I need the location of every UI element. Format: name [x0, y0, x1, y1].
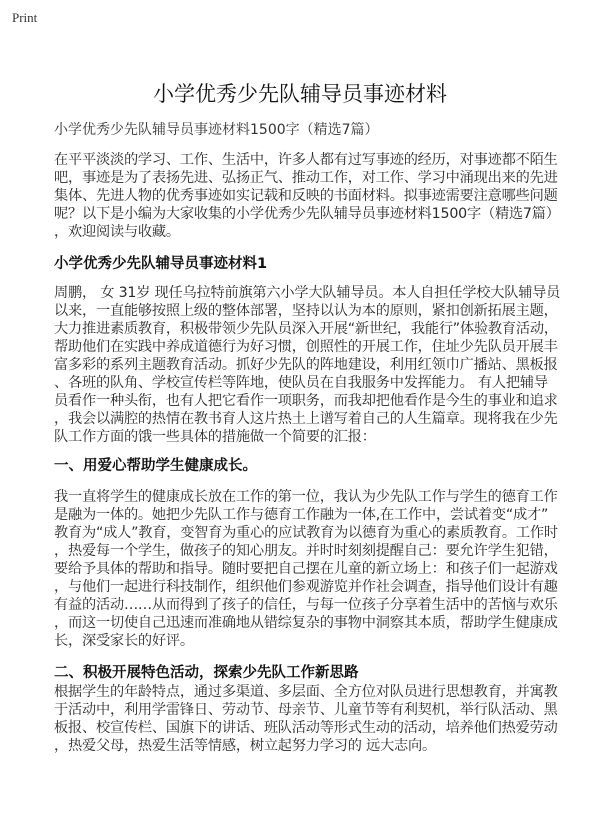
text-line: 我一直将学生的健康成长放在工作的第一位，我认为少先队工作与学生的德育工作	[54, 489, 558, 505]
text-line: 板报、校宣传栏、国旗下的讲话、班队活动等形式生动的活动，培养他们热爱劳动	[54, 720, 558, 736]
paragraph-1	[54, 284, 574, 446]
text-line: 、各班的队角、学校宣传栏等阵地，使队员在自我服务中发挥能力。 有人把辅导	[54, 375, 548, 391]
text-line: ，热爱每一个学生，做孩子的知心朋友。并时时刻刻提醒自己：要允许学生犯错，	[54, 543, 558, 559]
text-line: 集体、先进人物的优秀事迹如实记载和反映的书面材料。拟事迹需要注意哪些问题	[54, 188, 558, 204]
text-line: 周鹏， 女 31岁 现任乌拉特前旗第六小学大队辅导员。本人自担任学校大队辅导员	[54, 285, 561, 301]
text-line: 吧，事迹是为了表扬先进、弘扬正气、推动工作，对工作、学习中涌现出来的先进	[54, 170, 558, 186]
text-line: 根据学生的年龄特点，通过多渠道、多层面、全方位对队员进行思想教育，并寓教	[54, 684, 558, 700]
intro-paragraph	[54, 151, 574, 241]
text-line: ，欢迎阅读与收藏。	[54, 224, 180, 240]
text-line: ，我会以满腔的热情在教书育人这片热土上谱写着自己的人生篇章。现将我在少先	[54, 411, 558, 427]
text-line: 队工作方面的饿一些具体的措施做一个简要的汇报：	[54, 429, 376, 445]
print-link[interactable]: Print	[12, 10, 38, 25]
document-title: 小学优秀少先队辅导员事迹材料	[153, 82, 447, 106]
text-line: ，而这一切使自己迅速而准确地从错综复杂的事物中洞察其本质，帮助学生健康成	[54, 615, 558, 631]
text-line: 有益的活动……从而得到了孩子的信任，与每一位孩子分享着生活中的苦恼与欢乐	[54, 597, 558, 613]
text-line: ，与他们一起进行科技制作，组织他们参观游览并作社会调查，指导他们设计有趣	[54, 579, 558, 595]
text-line: 帮助他们在实践中养成道德行为好习惯，创照性的开展工作，住址少先队员开展丰	[54, 339, 558, 355]
document-subtitle: 小学优秀少先队辅导员事迹材料1500字（精选7篇）	[54, 122, 379, 138]
text-line: 呢？以下是小编为大家收集的小学优秀少先队辅导员事迹材料1500字（精选7篇）	[54, 206, 560, 222]
paragraph-3	[54, 683, 574, 755]
text-line: 员看作一种头衔，也有人把它看作一项职务，而我却把他看作是今生的事业和追求	[54, 393, 558, 409]
text-line: 于活动中，利用学雷锋日、劳动节、母亲节、儿童节等有利契机，举行队活动、黑	[54, 702, 558, 718]
heading-1: 一、用爱心帮助学生健康成长。	[54, 458, 257, 474]
text-line: 富多彩的系列主题教育活动。抓好少先队的阵地建设，利用红领巾广播站、黑板报	[54, 357, 558, 373]
text-line: 要给予具体的帮助和指导。随时要把自己摆在儿童的新立场上：和孩子们一起游戏	[54, 561, 558, 577]
text-line: 教育为“成人”教育，变智育为重心的应试教育为以德育为重心的素质教育。工作时	[54, 525, 558, 541]
heading-2: 二、积极开展特色活动，探索少先队工作新思路	[54, 665, 359, 681]
text-line: 以来，一直能够按照上级的整体部署，坚持以认为本的原则，紧扣创新拓展主题，	[54, 303, 558, 319]
paragraph-2	[54, 488, 574, 650]
text-line: 在平平淡淡的学习、工作、生活中，许多人都有过写事迹的经历，对事迹都不陌生	[54, 152, 558, 168]
text-line: 是融为一体的。她把少先队工作与德育工作融为一体,在工作中，尝试着变“成才”	[54, 507, 549, 523]
text-line: 长，深受家长的好评。	[54, 633, 194, 649]
text-line: 大力推进素质教育，积极带领少先队员深入开展“新世纪，我能行”体验教育活动，	[54, 321, 558, 337]
text-line: ，热爱父母，热爱生活等情感，树立起努力学习的 远大志向。	[54, 738, 436, 754]
section-heading: 小学优秀少先队辅导员事迹材料1	[54, 256, 268, 272]
